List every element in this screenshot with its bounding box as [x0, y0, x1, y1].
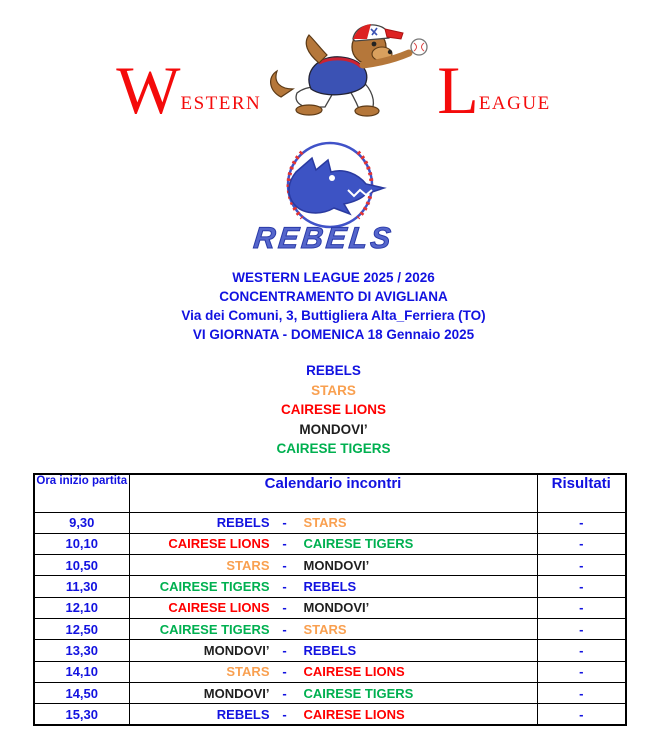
match-time: 14,10: [34, 661, 129, 682]
match-separator-icon: -: [282, 642, 287, 658]
match-separator-icon: -: [282, 685, 287, 701]
banner-league-text: EAGUE: [478, 93, 551, 114]
home-team: CAIRESE LIONS: [168, 536, 270, 552]
match-separator-icon: -: [282, 664, 287, 680]
match-cell: [130, 536, 537, 551]
schedule-header-row: [34, 474, 626, 512]
match-time: 13,30: [34, 640, 129, 661]
pitching-mascot-icon: [263, 19, 435, 124]
match-result: -: [537, 640, 626, 661]
match-separator-icon: -: [282, 706, 287, 722]
match-separator-icon: -: [282, 600, 287, 616]
match-cell: [130, 622, 537, 637]
banner-letter-w: W: [116, 52, 181, 129]
schedule-row: [34, 682, 626, 703]
away-team: CAIRESE TIGERS: [303, 685, 414, 701]
away-team: REBELS: [303, 579, 357, 595]
schedule-row: [34, 576, 626, 597]
match-time: 14,50: [34, 682, 129, 703]
match-time: 9,30: [34, 512, 129, 533]
away-team: CAIRESE LIONS: [303, 706, 405, 722]
match-separator-icon: -: [282, 515, 287, 531]
match-separator-icon: -: [282, 621, 287, 637]
rebels-club-logo: [0, 140, 667, 265]
team-list-item: CAIRESE LIONS: [280, 402, 386, 417]
home-team: STARS: [226, 557, 270, 573]
schedule-row: [34, 618, 626, 639]
match-result: -: [537, 576, 626, 597]
team-list: [0, 361, 667, 459]
match-cell: [130, 643, 537, 658]
event-matchday: VI GIORNATA - DOMENICA 18 Gennaio 2025: [192, 327, 475, 342]
away-team: CAIRESE TIGERS: [303, 536, 414, 552]
match-separator-icon: -: [282, 557, 287, 573]
team-list-item: STARS: [311, 382, 356, 398]
schedule-row: [34, 661, 626, 682]
wolf-baseball-icon: [244, 140, 424, 260]
match-result: -: [537, 682, 626, 703]
match-cell: [130, 579, 537, 594]
team-list-item: CAIRESE TIGERS: [276, 441, 391, 456]
banner-western-text: ESTERN: [180, 93, 262, 114]
home-team: CAIRESE TIGERS: [159, 621, 270, 637]
team-list-item: REBELS: [306, 363, 361, 378]
match-cell: [130, 515, 537, 530]
event-address: Via dei Comuni, 3, Buttigliera Alta_Ferriera (TO): [181, 308, 486, 323]
away-team: STARS: [303, 621, 347, 637]
match-cell: [130, 664, 537, 679]
schedule-row: [34, 704, 626, 725]
rebels-wordmark: REBELS: [251, 222, 395, 255]
schedule-row: [34, 640, 626, 661]
match-time: 12,50: [34, 618, 129, 639]
home-team: REBELS: [216, 706, 270, 722]
match-result: -: [537, 533, 626, 554]
match-result: -: [537, 555, 626, 576]
match-time: 10,50: [34, 555, 129, 576]
league-banner: [0, 18, 667, 129]
away-team: MONDOVI’: [303, 557, 370, 573]
event-header: [0, 268, 667, 344]
banner-letter-l: L: [437, 52, 479, 129]
match-result: -: [537, 704, 626, 725]
away-team: STARS: [303, 515, 347, 531]
event-title: WESTERN LEAGUE 2025 / 2026: [232, 270, 435, 285]
results-column-header: Risultati: [537, 474, 626, 512]
home-team: MONDOVI’: [203, 685, 270, 701]
home-team: MONDOVI’: [203, 642, 270, 658]
home-team: CAIRESE LIONS: [168, 600, 270, 616]
away-team: REBELS: [303, 642, 357, 658]
match-time: 11,30: [34, 576, 129, 597]
schedule-table: [33, 473, 627, 726]
match-separator-icon: -: [282, 579, 287, 595]
match-cell: [130, 558, 537, 573]
schedule-row: [34, 597, 626, 618]
team-list-item: MONDOVI’: [299, 421, 368, 437]
schedule-row: [34, 533, 626, 554]
schedule-row: [34, 555, 626, 576]
match-cell: [130, 686, 537, 701]
match-cell: [130, 707, 537, 722]
event-location: CONCENTRAMENTO DI AVIGLIANA: [219, 289, 448, 304]
match-time: 15,30: [34, 704, 129, 725]
match-result: -: [537, 618, 626, 639]
match-time: 12,10: [34, 597, 129, 618]
match-separator-icon: -: [282, 536, 287, 552]
match-time: 10,10: [34, 533, 129, 554]
match-result: -: [537, 597, 626, 618]
schedule-body: [34, 512, 626, 725]
matches-column-header: Calendario incontri: [129, 474, 537, 512]
match-cell: [130, 600, 537, 615]
match-result: -: [537, 512, 626, 533]
home-team: STARS: [226, 664, 270, 680]
home-team: REBELS: [216, 515, 270, 531]
away-team: CAIRESE LIONS: [303, 664, 405, 680]
time-column-header: Ora inizio partita: [34, 474, 129, 512]
home-team: CAIRESE TIGERS: [159, 579, 270, 595]
match-result: -: [537, 661, 626, 682]
schedule-row: [34, 512, 626, 533]
away-team: MONDOVI’: [303, 600, 370, 616]
